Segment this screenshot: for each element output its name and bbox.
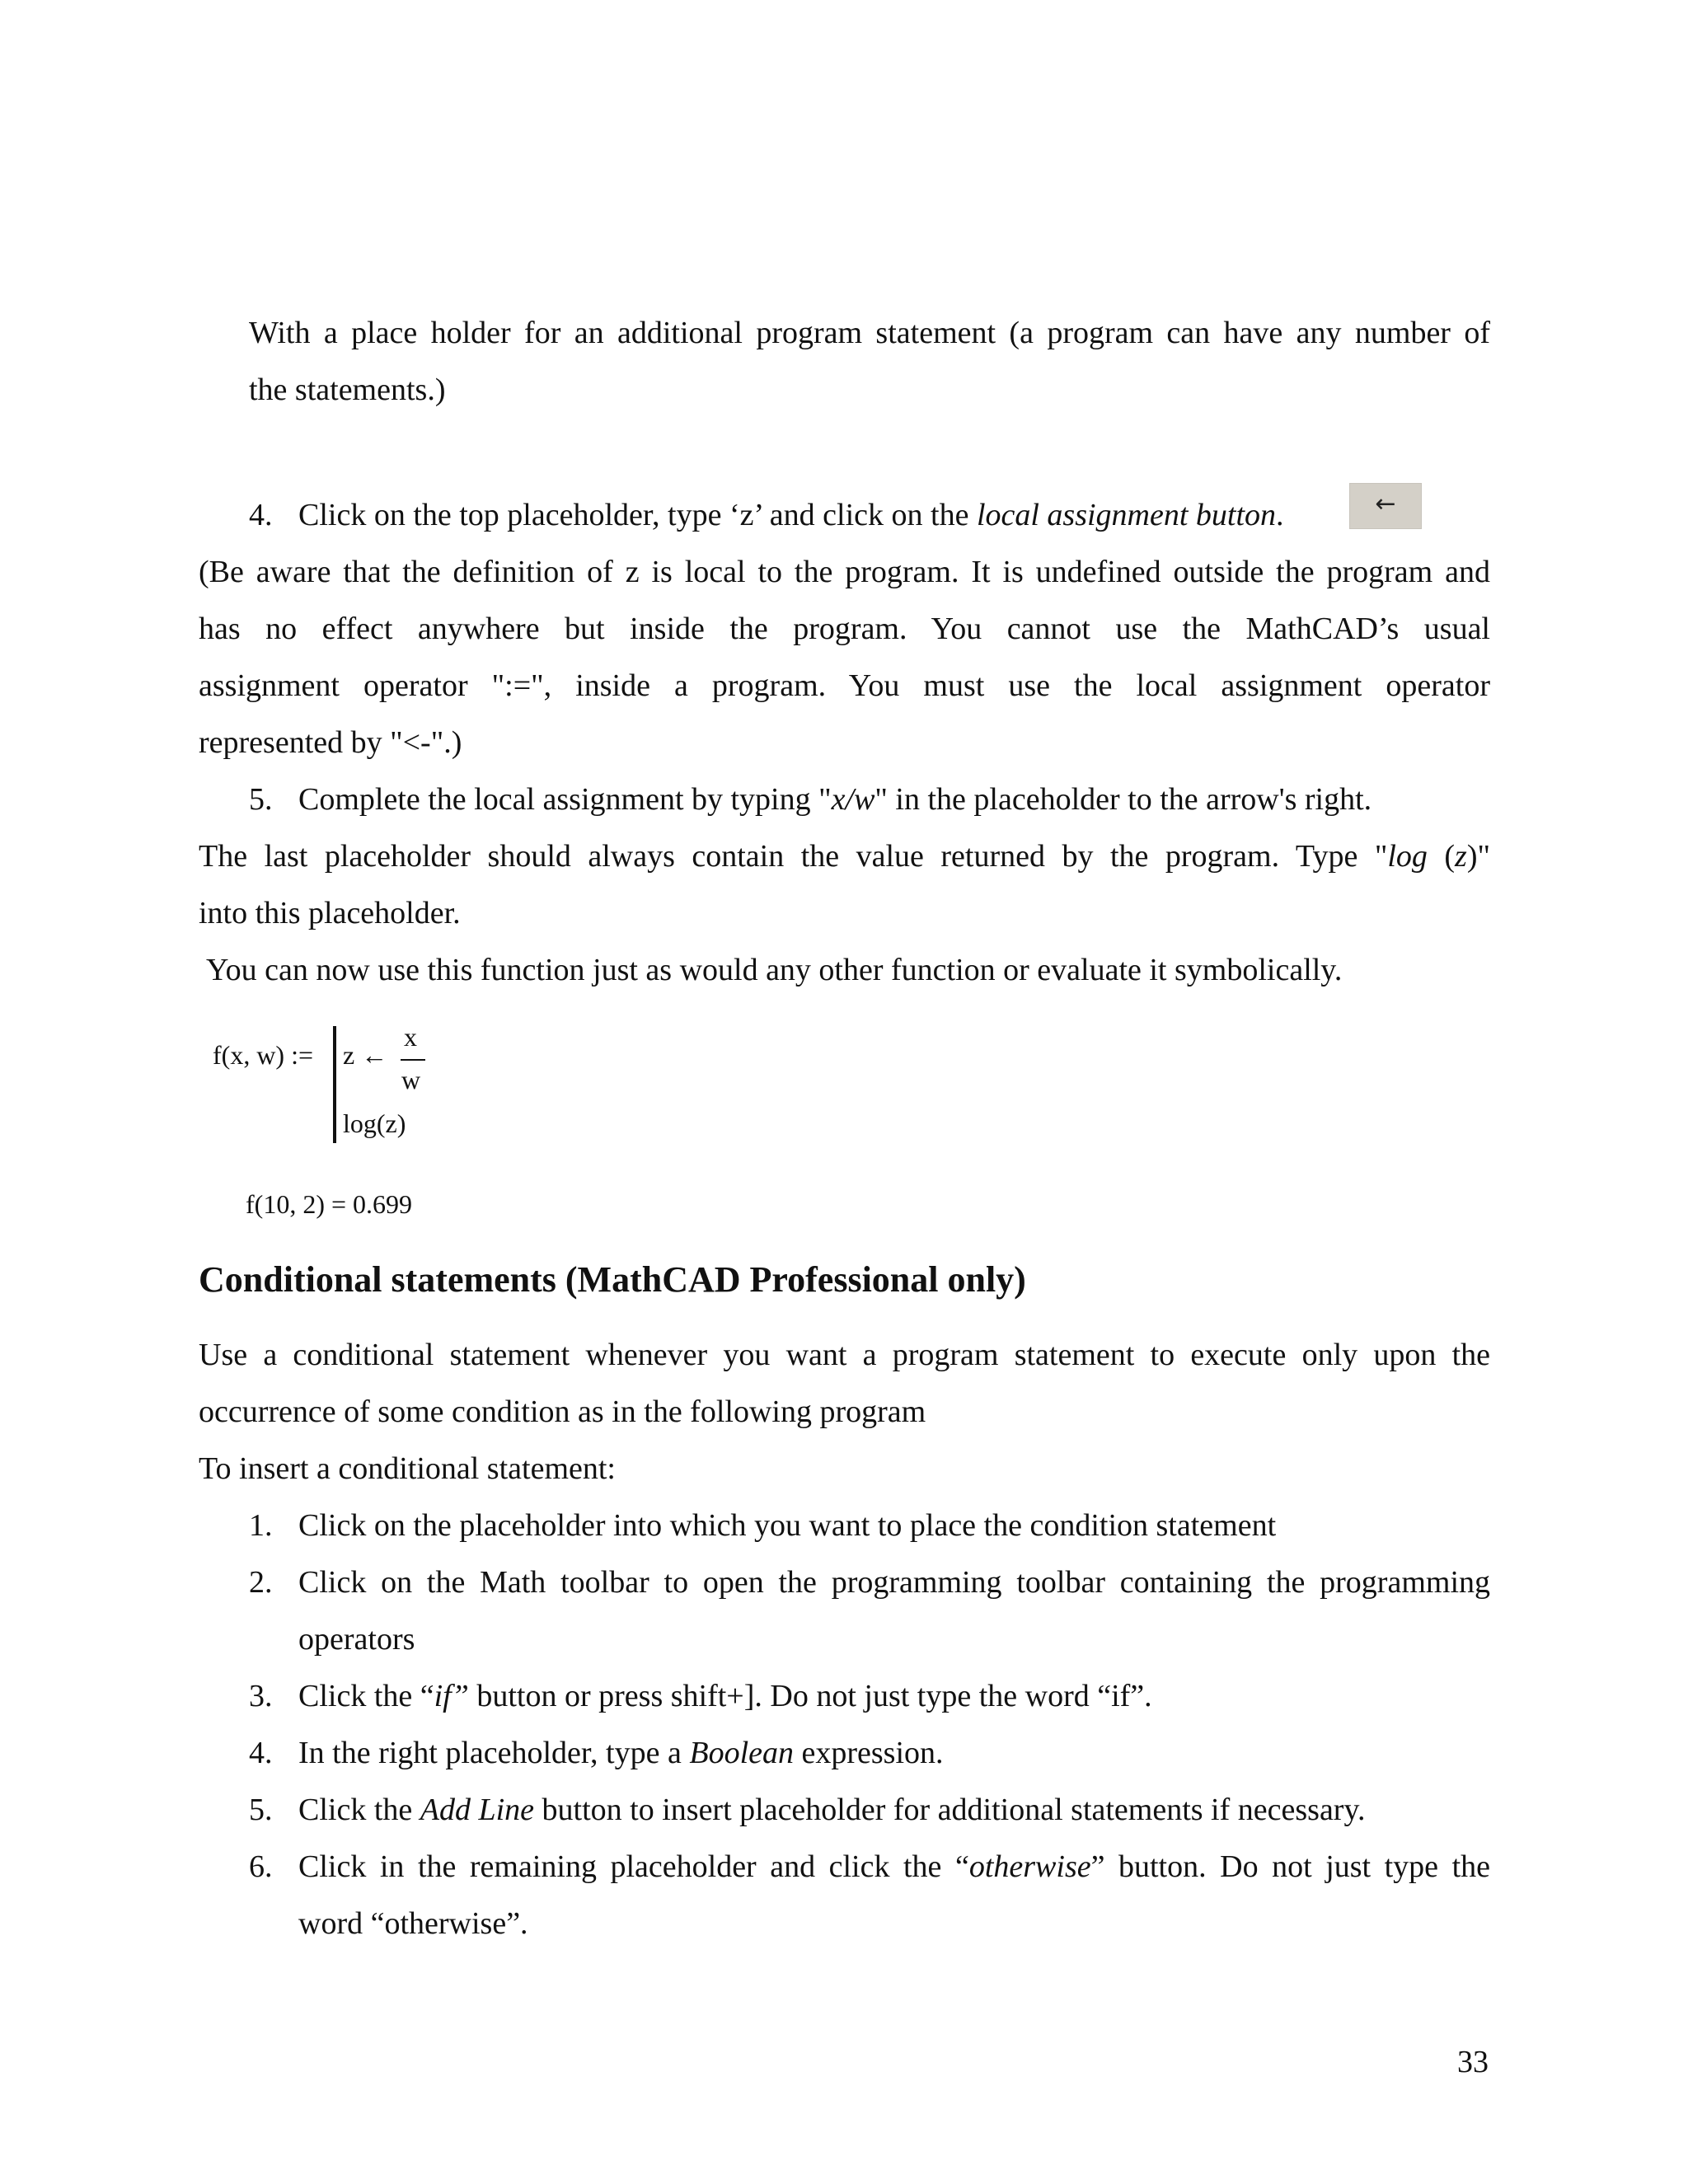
step-text-part: Click the “: [298, 1679, 434, 1713]
step-number: 4.: [249, 498, 273, 532]
note-line-1: (Be aware that the definition of z is local to the program. It is undefined outside the program and: [199, 555, 1490, 589]
step-text-italic: Boolean: [689, 1736, 794, 1770]
step-number: 5.: [249, 1793, 273, 1827]
cond-intro-line-3: To insert a conditional statement:: [199, 1451, 616, 1486]
step-text-part: In the right placeholder, type a: [298, 1736, 690, 1770]
text-part: (: [1427, 839, 1456, 874]
intro-line-1: With a place holder for an additional program statement (a program can have any number of: [249, 316, 1490, 350]
usage-text: You can now use this function just as would any other function or evaluate it symbolically.: [206, 953, 1343, 987]
note-line-2: has no effect anywhere but inside the program. You cannot use the MathCAD’s usual: [199, 612, 1490, 646]
cond-step-6-line-1: [298, 1839, 1490, 1896]
step-text-italic: if”: [434, 1679, 469, 1713]
text-italic: z: [1455, 839, 1467, 874]
page-number: 33: [1457, 2045, 1489, 2079]
step-text-italic: x/w: [831, 782, 875, 817]
step-text: Click on the placeholder into which you want to place the condition statement: [298, 1508, 1277, 1543]
note-line-3: assignment operator ":=", inside a program. You must use the local assignment operator: [199, 668, 1490, 703]
step-text-part: Complete the local assignment by typing ": [298, 782, 832, 817]
text-italic: log: [1387, 839, 1428, 874]
function-evaluation: f(10, 2) = 0.699: [246, 1189, 413, 1219]
return-expression: log(z): [343, 1108, 406, 1138]
cond-intro-line-1: Use a conditional statement whenever you want a program statement to execute only upon the: [199, 1338, 1490, 1372]
cond-step-2-line-1: Click on the Math toolbar to open the programming toolbar containing the programming: [298, 1565, 1490, 1600]
step-text-italic: Add Line: [420, 1793, 535, 1827]
step-text-part: button to insert placeholder for additional statements if necessary.: [534, 1793, 1366, 1827]
cond-step-2-line-2: operators: [298, 1622, 415, 1657]
step-text: [298, 487, 1284, 544]
step-text-part: button or press shift+]. Do not just type the word “if”.: [468, 1679, 1152, 1713]
step-text-part: " in the placeholder to the arrow's right.: [874, 782, 1372, 817]
fraction-bar: [401, 1059, 425, 1061]
step-text: [298, 1782, 1366, 1839]
step-text-part: Click on the top placeholder, type ‘z’ and click on the: [298, 498, 977, 532]
step-number: 1.: [249, 1508, 273, 1543]
cond-intro-line-2: occurrence of some condition as in the following program: [199, 1394, 926, 1429]
step-text-part: Click in the remaining placeholder and click the “: [298, 1849, 969, 1884]
step-text-italic: local assignment button: [976, 498, 1277, 532]
text-part: )": [1466, 839, 1490, 874]
step-number: 2.: [249, 1565, 273, 1600]
fraction-numerator: x: [404, 1022, 417, 1052]
step-text: [298, 1668, 1152, 1725]
fraction-denominator: w: [401, 1065, 421, 1094]
step-text-part: Click the: [298, 1793, 420, 1827]
step-number: 5.: [249, 782, 273, 817]
local-assignment: z ←: [343, 1040, 388, 1070]
step-text: [298, 771, 1372, 828]
step-text-part: ” button. Do not just type the: [1090, 1849, 1491, 1884]
step-number: 6.: [249, 1849, 273, 1884]
program-bracket: [333, 1026, 336, 1143]
section-heading: Conditional statements (MathCAD Professional only): [199, 1259, 1026, 1300]
step-text-italic: otherwise: [968, 1849, 1091, 1884]
step-number: 4.: [249, 1736, 273, 1770]
cond-step-6-line-2: word “otherwise”.: [298, 1906, 528, 1941]
intro-line-2: the statements.): [249, 373, 446, 407]
function-definition: f(x, w) :=: [213, 1040, 314, 1070]
last-placeholder-line-2: into this placeholder.: [199, 896, 461, 930]
local-assignment-button-image: ←: [1349, 483, 1422, 529]
step-text-part: .: [1276, 498, 1284, 532]
step-text-part: expression.: [794, 1736, 944, 1770]
step-number: 3.: [249, 1679, 273, 1713]
last-placeholder-line-1: [199, 828, 1490, 885]
step-text: [298, 1725, 944, 1782]
text-part: The last placeholder should always contain the value returned by the program. Type ": [199, 839, 1388, 874]
note-line-4: represented by "<-".): [199, 725, 462, 760]
